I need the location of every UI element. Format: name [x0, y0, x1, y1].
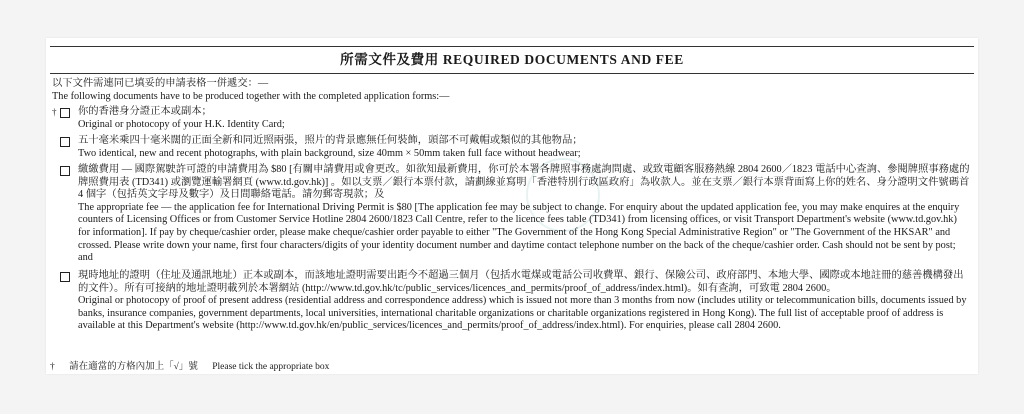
footnote-en: Please tick the appropriate box: [212, 362, 330, 372]
item-zh: 現時地址的證明（住址及通訊地址）正本或副本，而該地址證明需要出距今不超過三個月（包括水電煤或電話公司收費單、銀行、保險公司、政府部門、本地大學、國際或本地註冊的慈善機構發出的文件）。所有可接納的地址證明載列於本署網站 (http://www.td.gov.hk/tc/public_services/licences_and_permits/proof_of_address/index.html)。如有查詢，可致電 2804 2600。: [78, 270, 964, 294]
item-en: Original or photocopy of your H.K. Identity Card;: [78, 118, 285, 130]
intro-en: The following documents have to be produced together with the completed application forms:—: [52, 90, 450, 102]
footnote: [50, 358, 341, 372]
item-en: The appropriate fee — the application fee for International Driving Permit is $80 [The application fee may be subject to change. For enquiry about the updated application fee, you may make enquires at the enquiry counters of Licensing Offices or from Customer Service Hotline 2804 2600/1823 Call Centre, refer to the licence fees table (TD341) from licensing offices, or visit Transport Department's website (www.td.gov.hk) for information]. If pay by cheque/cashier order, please make cheque/cashier order payable to either "The Government of the Hong Kong Special Administrative Region" or "The Government of the HKSAR" and crossed. Please write down your name, first four characters/digits of your identity document number and daytime contact telephone number on the back of the cheque/cashier order. Cash should not be sent by post; and: [78, 201, 960, 264]
item-zh: 你的香港身分證正本或副本；: [78, 106, 212, 117]
intro-text: [52, 78, 962, 103]
item-zh: 繳繳費用 — 國際駕駛許可證的申請費用為 $80 [有關申請費用或會更改。如欲知最新費用，你可於本署各牌照事務處詢問處、或致電顧客服務熱線 2804 2600／1823 電話中心查詢、參閱牌照事務處的牌照費用表 (TD341) 或瀏覽運輸署網頁 (www.td.gov.hk)] 。如以支票／銀行本票付款，請劃線並寫明「香港特別行政區政府」為收款人。並在支票／銀行本票背面寫上你的姓名、身分證明文件號碼首 4 個字（包括英文字母及數字）及日間聯絡電話。請勿郵寄現款；及: [78, 164, 970, 201]
checkbox-fee[interactable]: [60, 166, 70, 176]
item-en: Two identical, new and recent photographs, with plain background, size 40mm × 50mm taken full face without headwear;: [78, 147, 581, 159]
item-zh: 五十毫米乘四十毫米闊的正面全新和同近照兩張，照片的背景應無任何裝飾，頭部不可戴帽或類似的其他物品；: [78, 135, 583, 146]
intro-zh: 以下文件需連同已填妥的申請表格一併遞交：—: [52, 78, 269, 89]
footnote-zh: 請在適當的方格內加上「√」號: [69, 362, 198, 372]
list-item-photographs: [52, 135, 970, 160]
list-item-identity-card: [52, 106, 970, 131]
checkbox-identity-card[interactable]: [60, 108, 70, 118]
checkbox-photographs[interactable]: [60, 137, 70, 147]
document-sheet: [46, 38, 978, 374]
list-item-proof-of-address: [52, 270, 970, 333]
checkbox-proof-of-address[interactable]: [60, 272, 70, 282]
section-title: 所需文件及費用 REQUIRED DOCUMENTS AND FEE: [50, 46, 974, 74]
dagger-mark: †: [52, 107, 57, 117]
list-item-fee: [52, 164, 970, 265]
footnote-dagger: †: [50, 362, 55, 372]
item-en: Original or photocopy of proof of present address (residential address and correspondence address) which is issued not more than 3 months from now (includes utility or telecommunication bills, documents issued by banks, insurance companies, government departments, local universities, international charitable organizations or charitable organizations registered in Hong Kong). The full list of acceptable proof of address is available at this Department's website (http://www.td.gov.hk/en/public_services/licences_and_permits/proof_of_address/index.html). For enquiries, please call 2804 2600.: [78, 295, 967, 332]
